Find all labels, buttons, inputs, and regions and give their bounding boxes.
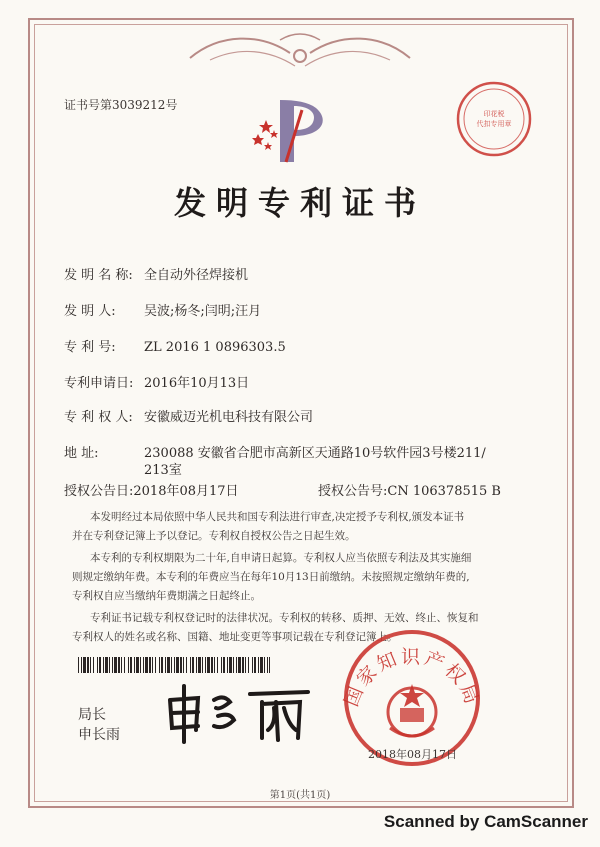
barcode-bar xyxy=(205,657,206,673)
barcode-bar xyxy=(136,657,139,673)
barcode-bar xyxy=(252,657,253,673)
camscanner-watermark: Scanned by CamScanner xyxy=(383,812,588,831)
field-invention-name xyxy=(64,264,248,283)
barcode-bar xyxy=(121,657,122,673)
barcode-bar xyxy=(130,657,132,673)
paragraph-line: 专利证书记载专利权登记时的法律状况。专利权的转移、质押、无效、终止、恢复和 xyxy=(90,612,479,624)
field-patentee xyxy=(64,406,313,425)
barcode-bar xyxy=(245,657,246,673)
barcode-bar xyxy=(176,657,179,673)
seal-date: 2018年08月17日 xyxy=(368,748,457,761)
field-value: 安徽威迈光机电科技有限公司 xyxy=(144,410,314,425)
field-grant-date xyxy=(64,480,239,499)
barcode-bar xyxy=(145,657,148,673)
barcode-bar xyxy=(161,657,163,673)
barcode-bar xyxy=(260,657,263,673)
field-inventors xyxy=(64,300,261,319)
barcode xyxy=(78,657,270,673)
director-name: 申长雨 xyxy=(78,727,120,743)
svg-text:印花税: 印花税 xyxy=(483,110,505,118)
barcode-bar xyxy=(229,657,232,673)
notary-stamp xyxy=(453,78,535,160)
barcode-bar xyxy=(87,657,89,673)
barcode-bar xyxy=(248,657,249,673)
barcode-bar xyxy=(134,657,135,673)
certificate-number: 证书号第3039212号 xyxy=(64,98,178,112)
barcode-bar xyxy=(221,657,222,673)
barcode-bar xyxy=(109,657,110,673)
paragraph-line: 专利权自应当缴纳年费期满之日起终止。 xyxy=(72,590,261,602)
barcode-bar xyxy=(198,657,201,673)
barcode-bar xyxy=(214,657,215,673)
barcode-bar xyxy=(124,657,125,673)
field-label: 专利申请日: xyxy=(64,376,134,391)
barcode-bar xyxy=(140,657,141,673)
barcode-bar xyxy=(192,657,194,673)
paragraph-line: 本发明经过本局依照中华人民共和国专利法进行审查,决定授予专利权,颁发本证书 xyxy=(90,511,465,523)
field-value: 全自动外径焊接机 xyxy=(144,268,249,283)
barcode-bar xyxy=(269,657,270,673)
barcode-bar xyxy=(171,657,172,673)
barcode-bar xyxy=(112,657,113,673)
barcode-bar xyxy=(180,657,182,673)
barcode-bar xyxy=(83,657,86,673)
barcode-bar xyxy=(183,657,184,673)
barcode-bar xyxy=(236,657,237,673)
barcode-bar xyxy=(105,657,108,673)
barcode-bar xyxy=(242,657,244,673)
barcode-bar xyxy=(128,657,129,673)
barcode-bar xyxy=(78,657,79,673)
barcode-bar xyxy=(227,657,228,673)
barcode-bar xyxy=(97,657,98,673)
svg-text:代扣专用章: 代扣专用章 xyxy=(476,120,512,128)
field-label: 授权公告号: xyxy=(318,484,388,499)
barcode-bar xyxy=(217,657,218,673)
top-ornament xyxy=(180,28,420,78)
field-grant-number xyxy=(318,480,501,499)
paragraph-line: 专利权人的姓名或名称、国籍、地址变更等事项记载在专利登记簿上。 xyxy=(72,631,398,643)
barcode-bar xyxy=(190,657,191,673)
field-address-line2: 213室 xyxy=(144,463,182,478)
paragraph-line: 并在专利登记簿上予以登记。专利权自授权公告之日起生效。 xyxy=(72,530,356,542)
page-number: 第1页(共1页) xyxy=(269,790,331,801)
barcode-bar xyxy=(93,657,94,673)
barcode-bar xyxy=(186,657,187,673)
barcode-bar xyxy=(149,657,151,673)
seal-text: 国家知识产权局 xyxy=(340,645,484,710)
barcode-bar xyxy=(103,657,104,673)
field-patent-number xyxy=(64,336,286,355)
barcode-bar xyxy=(258,657,259,673)
paragraph-line: 则规定缴纳年费。本专利的年费应当在每年10月13日前缴纳。未按照规定缴纳年费的, xyxy=(72,571,470,583)
field-value: 2018年08月17日 xyxy=(133,484,239,499)
barcode-bar xyxy=(211,657,213,673)
field-value: 230088 安徽省合肥市高新区天通路10号软件园3号楼211/ xyxy=(144,446,486,461)
patent-office-logo xyxy=(252,96,334,166)
barcode-bar xyxy=(114,657,117,673)
barcode-bar xyxy=(155,657,156,673)
barcode-bar xyxy=(196,657,197,673)
barcode-bar xyxy=(174,657,175,673)
field-value: 2016年10月13日 xyxy=(144,376,250,391)
field-label: 发 明 名 称: xyxy=(64,268,133,283)
director-signature xyxy=(158,680,318,748)
barcode-bar xyxy=(143,657,144,673)
field-value: 吴波;杨冬;闫明;汪月 xyxy=(144,304,262,319)
field-label: 发 明 人: xyxy=(64,304,116,319)
field-value: CN 106378515 B xyxy=(387,484,501,499)
barcode-bar xyxy=(152,657,153,673)
barcode-bar xyxy=(159,657,160,673)
barcode-bar xyxy=(223,657,225,673)
field-label: 专 利 号: xyxy=(64,340,116,355)
barcode-bar xyxy=(264,657,265,673)
barcode-bar xyxy=(167,657,170,673)
barcode-bar xyxy=(207,657,210,673)
barcode-bar xyxy=(165,657,166,673)
barcode-bar xyxy=(202,657,203,673)
paragraph-line: 本专利的专利权期限为二十年,自申请日起算。专利权人应当依照专利法及其实施细 xyxy=(90,552,472,564)
barcode-bar xyxy=(90,657,91,673)
certificate-title: 发明专利证书 xyxy=(173,184,426,222)
field-value: ZL 2016 1 0896303.5 xyxy=(144,340,286,355)
director-title: 局长 xyxy=(78,707,106,723)
field-label: 专 利 权 人: xyxy=(64,410,133,425)
field-application-date xyxy=(64,372,249,391)
barcode-bar xyxy=(81,657,82,673)
field-label: 授权公告日: xyxy=(64,484,134,499)
field-address xyxy=(64,442,486,461)
field-label: 地 址: xyxy=(64,446,99,461)
barcode-bar xyxy=(267,657,268,673)
barcode-bar xyxy=(238,657,241,673)
barcode-bar xyxy=(233,657,234,673)
barcode-bar xyxy=(118,657,120,673)
barcode-bar xyxy=(254,657,256,673)
barcode-bar xyxy=(99,657,101,673)
